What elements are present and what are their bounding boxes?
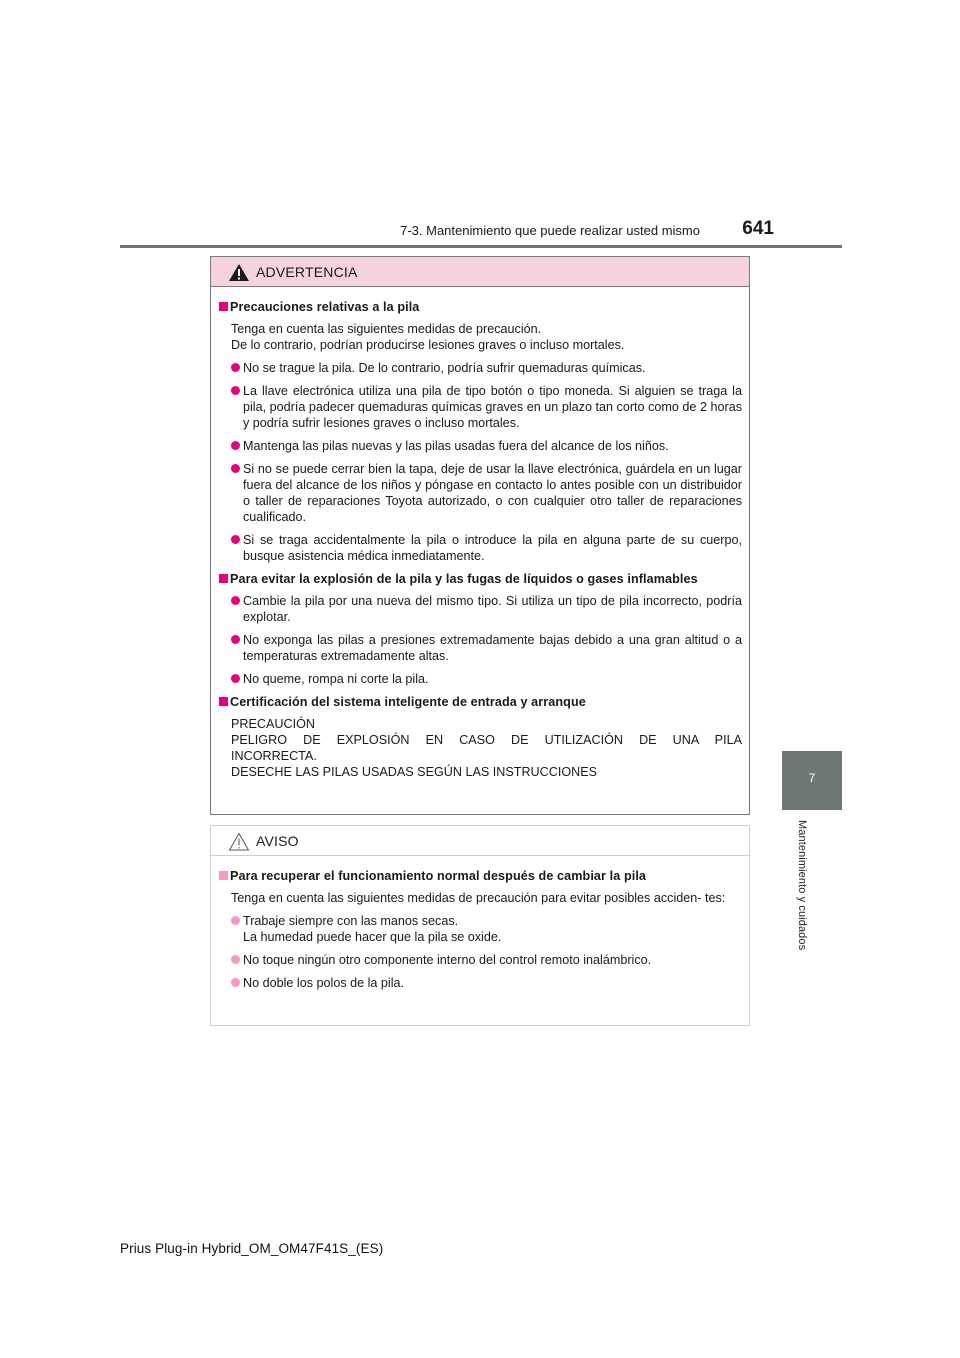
notice-header <box>211 826 749 856</box>
circle-bullet-icon <box>231 363 240 372</box>
circle-bullet-icon <box>231 955 240 964</box>
document-footer: Prius Plug-in Hybrid_OM_OM47F41S_(ES) <box>120 1241 384 1256</box>
notice-content <box>211 856 749 991</box>
circle-bullet-icon <box>231 596 240 605</box>
square-bullet-icon <box>219 697 228 706</box>
section-heading: Para evitar la explosión de la pila y las fugas de líquidos o gases inflamables <box>219 571 742 587</box>
chapter-number: 7 <box>808 771 816 785</box>
list-item: La llave electrónica utiliza una pila de tipo botón o tipo moneda. Si alguien se traga la pila, podría padecer quemaduras químicas graves en un plazo tan corto como de 2 horas y podría sufrir lesiones graves o incluso mortales. <box>219 383 742 431</box>
page-number: 641 <box>742 218 774 239</box>
circle-bullet-icon <box>231 464 240 473</box>
caution-triangle-icon <box>228 832 250 851</box>
section-heading: Certificación del sistema inteligente de entrada y arranque <box>219 694 742 710</box>
list-item: Si se traga accidentalmente la pila o introduce la pila en alguna parte de su cuerpo, busque asistencia médica inmediatamente. <box>219 532 742 564</box>
certification-text: PRECAUCIÓN PELIGRO DE EXPLOSIÓN EN CASO DE UTILIZACIÓN DE UNA PILA INCORRECTA. DESECHE LAS PILAS USADAS SEGÚN LAS INSTRUCCIONES <box>231 717 742 779</box>
list-item: Si no se puede cerrar bien la tapa, deje de usar la llave electrónica, guárdela en un lugar fuera del alcance de los niños y póngase en contacto lo antes posible con un distribuidor o taller de reparaciones Toyota autorizado, o con cualquier otro taller de reparaciones cualificado. <box>219 461 742 525</box>
list-item: Trabaje siempre con las manos secas. La humedad puede hacer que la pila se oxide. <box>219 913 742 945</box>
list-item: Mantenga las pilas nuevas y las pilas usadas fuera del alcance de los niños. <box>219 438 742 454</box>
list-item: No se trague la pila. De lo contrario, podría sufrir quemaduras químicas. <box>219 360 742 376</box>
list-item: No toque ningún otro componente interno del control remoto inalámbrico. <box>219 952 742 968</box>
square-bullet-icon <box>219 302 228 311</box>
square-bullet-icon <box>219 574 228 583</box>
page-header <box>120 218 842 246</box>
list-item: No queme, rompa ni corte la pila. <box>219 671 742 687</box>
warning-box <box>210 256 750 815</box>
intro-text: Tenga en cuenta las siguientes medidas de precaución. De lo contrario, podrían producirse lesiones graves o incluso mortales. <box>231 322 625 352</box>
circle-bullet-icon <box>231 535 240 544</box>
header-rule <box>120 245 842 248</box>
warning-title: ADVERTENCIA <box>256 264 358 280</box>
notice-box <box>210 825 750 1026</box>
circle-bullet-icon <box>231 916 240 925</box>
chapter-tab <box>782 751 842 810</box>
section-title: 7-3. Mantenimiento que puede realizar usted mismo <box>400 223 700 238</box>
notice-title: AVISO <box>256 833 299 849</box>
warning-header <box>211 257 749 287</box>
square-bullet-icon <box>219 871 228 880</box>
circle-bullet-icon <box>231 635 240 644</box>
intro-text: Tenga en cuenta las siguientes medidas de precaución para evitar posibles acciden- tes: <box>231 891 726 905</box>
section-heading: Para recuperar el funcionamiento normal después de cambiar la pila <box>219 868 742 884</box>
circle-bullet-icon <box>231 441 240 450</box>
chapter-label: Mantenimiento y cuidados <box>796 820 808 951</box>
circle-bullet-icon <box>231 386 240 395</box>
list-item: No exponga las pilas a presiones extremadamente bajas debido a una gran altitud o a temperaturas extremadamente altas. <box>219 632 742 664</box>
circle-bullet-icon <box>231 978 240 987</box>
list-item: Cambie la pila por una nueva del mismo tipo. Si utiliza un tipo de pila incorrecto, podría explotar. <box>219 593 742 625</box>
circle-bullet-icon <box>231 674 240 683</box>
warning-triangle-icon <box>228 263 250 282</box>
section-heading: Precauciones relativas a la pila <box>219 299 742 315</box>
warning-content <box>211 287 749 780</box>
list-item: No doble los polos de la pila. <box>219 975 742 991</box>
